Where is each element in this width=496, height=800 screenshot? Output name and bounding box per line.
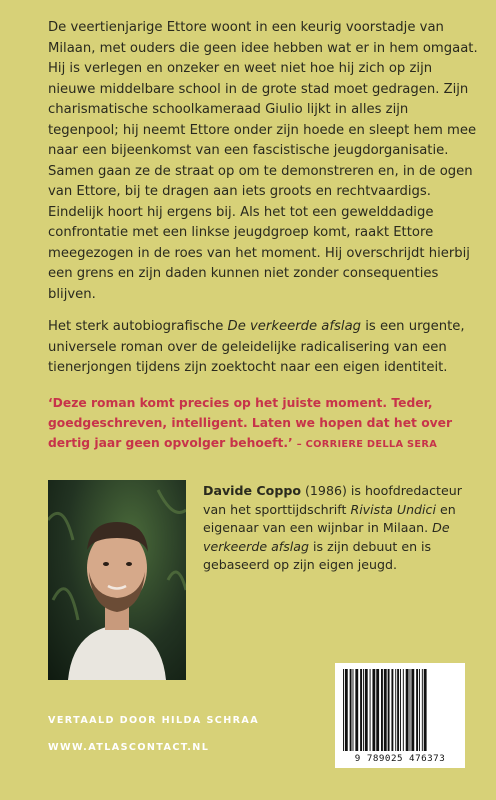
barcode-bar [365,669,368,751]
barcode-bar [410,669,411,751]
barcode-bar [360,669,362,751]
barcode-bar [355,669,358,751]
blurb-paragraph-2-start: Het sterk autobiografische [48,319,228,334]
barcode-bar [424,669,427,751]
barcode-bar [419,669,420,751]
isbn-number: 9 789025 476373 [354,753,446,764]
translator-credit: VERTAALD DOOR HILDA SCHRAA [48,715,260,726]
barcode-bar [388,669,390,751]
bio-magazine: Rivista Undici [350,501,436,517]
author-portrait-icon [48,480,186,680]
author-portrait-graphic [48,480,186,680]
barcode-bar [372,669,375,751]
blurb-paragraph-2-end: is een urgente, universele roman over de geleidelijke radicalisering van een tienerjongen tijdens zijn zoektocht naar een eigen identiteit. [48,319,465,375]
blurb-paragraph-2 [48,317,478,379]
barcode-bar [391,669,393,751]
barcode-bar [345,669,348,751]
barcode-bar [343,669,344,751]
isbn-barcode-icon [335,663,465,768]
barcode-bar [350,669,352,751]
barcode-bar [370,669,371,751]
barcode-bar [406,669,409,751]
barcode-bar [400,669,401,751]
barcode-bar [416,669,418,751]
barcode-bar [395,669,396,751]
barcode-bar [353,669,354,751]
blurb-book-title: De verkeerde afslag [227,319,362,334]
author-name: Davide Coppo [203,483,301,498]
book-blurb [48,18,478,391]
publisher-website: WWW.ATLASCONTACT.NL [48,742,210,753]
barcode-bar [397,669,399,751]
barcode-bar [381,669,383,751]
barcode-bar [422,669,423,751]
bio-text-2: en eigenaar van een wijnbar in Milaan. [203,501,456,535]
bio-text-3: is zijn debuut en is gebaseerd op zijn eigen jeugd. [203,538,432,572]
press-quote [48,393,478,455]
barcode-bar [376,669,379,751]
bio-book-title: De verkeerde afslag [203,520,450,554]
barcode-bar [363,669,364,751]
quote-text: ‘Deze roman komt precies op het juiste moment. Teder, goedgeschreven, intelligent. Laten we hopen dat het over dertig jaar geen opvolger behoeft.’ [48,396,453,450]
barcode-bar [411,669,414,751]
blurb-paragraph-1: De veertienjarige Ettore woont in een keurig voorstadje van Milaan, met ouders die geen idee hebben wat er in hem omgaat. Hij is verlegen en onzeker en weet niet hoe hij zich op zijn nieuwe middelbare school in de grote stad moet gedragen. Zijn charismatische schoolkameraad Giulio lijkt in alles zijn tegenpool; hij neemt Ettore onder zijn hoede en sleept hem mee naar een bijeenkomst van een fascistische jeugdorganisatie. Samen gaan ze de straat op om te demonstreren en, in de ogen van Ettore, bij te dragen aan iets groots en rechtvaardigs. Eindelijk hoort hij ergens bij. Als het tot een gewelddadige confrontatie met een linkse jeugdgroep komt, raakt Ettore meegezogen in de roes van het moment. Hij overschrijdt hierbij een grens en zijn daden kunnen niet zonder consequenties blijven. [48,20,478,302]
barcode-bar [384,669,387,751]
bio-text-1: (1986) is hoofdredacteur van het sporttijdschrift [203,483,462,517]
quote-source: – CORRIERE DELLA SERA [296,439,438,450]
barcode-bar [403,669,404,751]
author-bio [203,482,473,575]
